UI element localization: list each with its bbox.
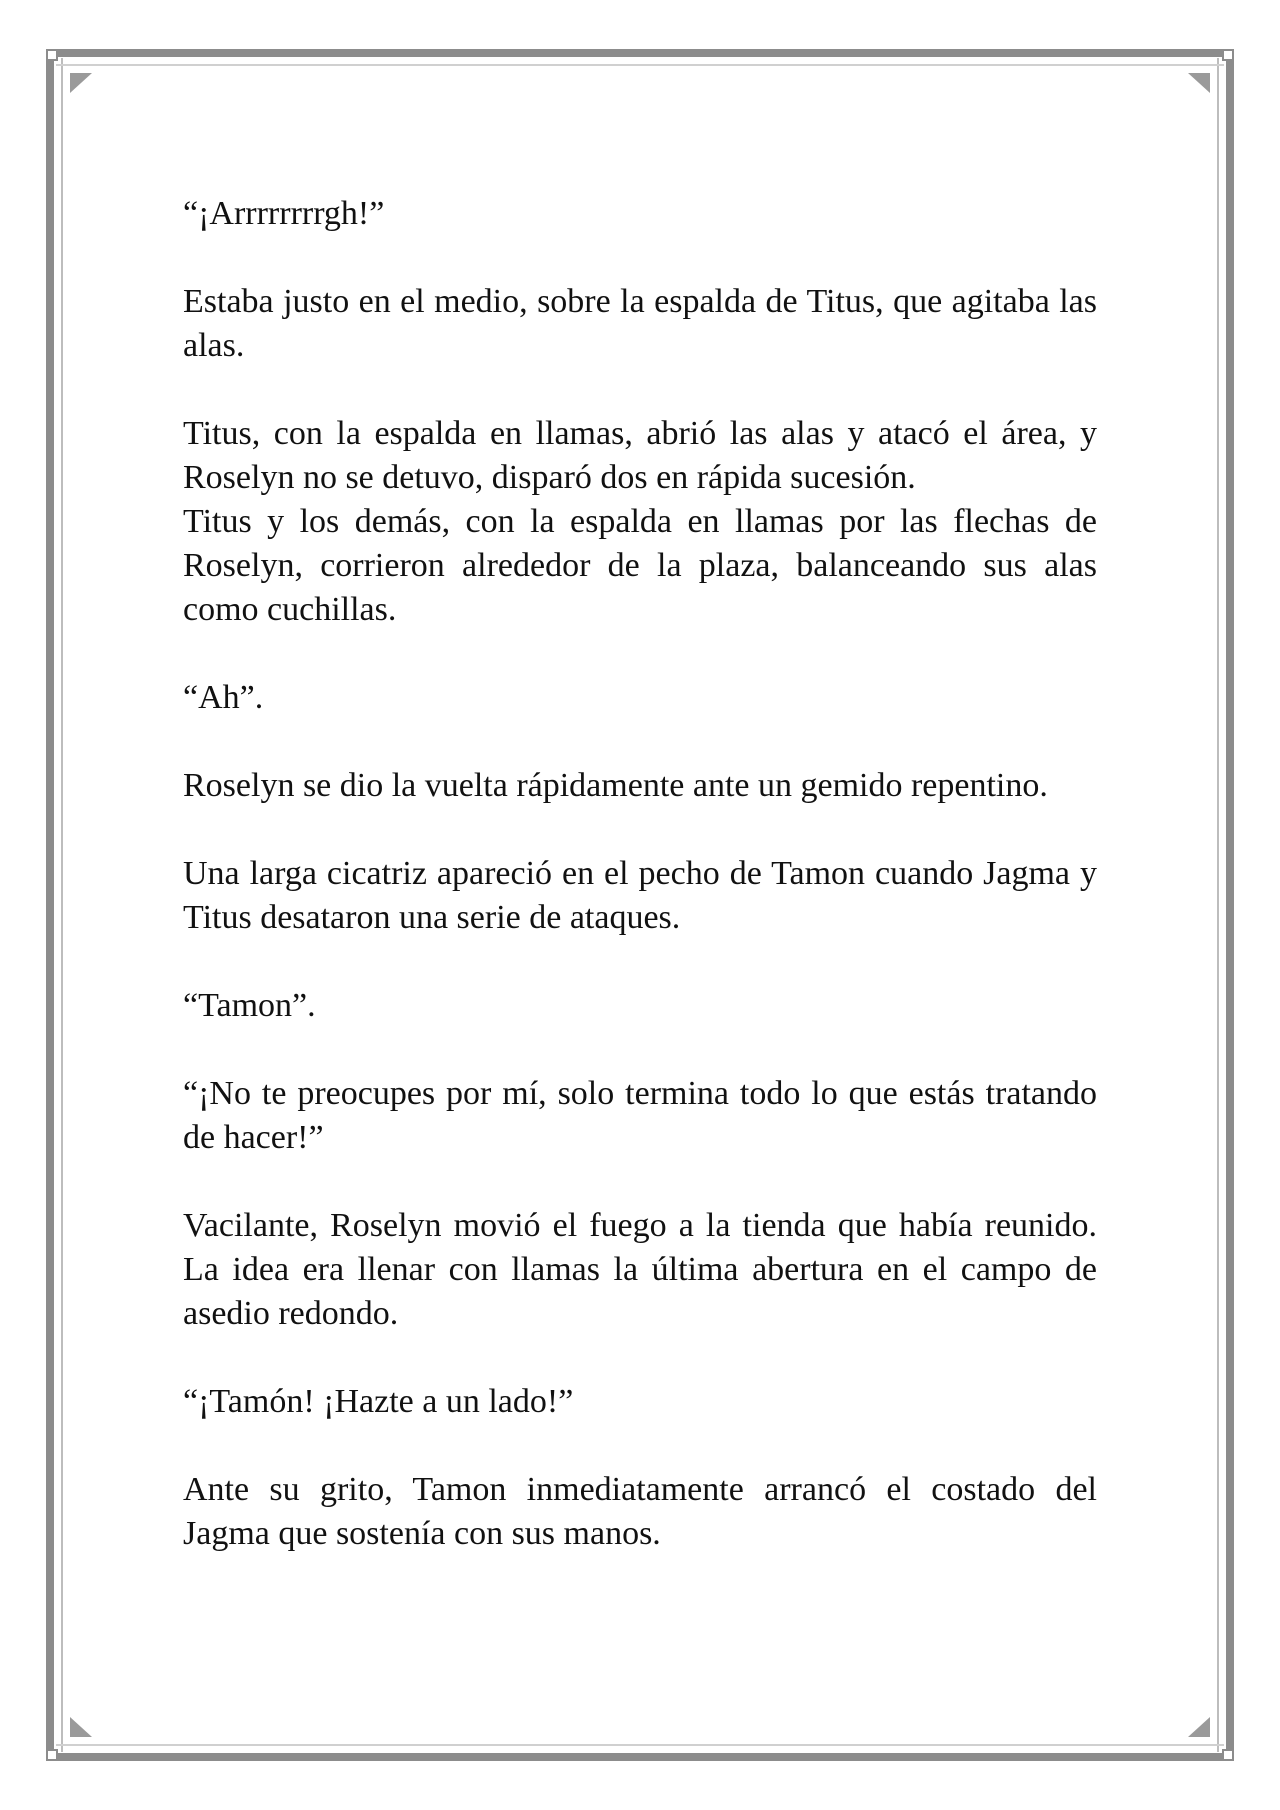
paragraph-12: Ante su grito, Tamon inmediatamente arrancó el costado del Jagma que sostenía con sus manos.: [183, 1471, 1097, 1552]
paragraph-7: Una larga cicatriz apareció en el pecho de Tamon cuando Jagma y Titus desataron una serie de ataques.: [183, 855, 1097, 936]
paragraph-6: Roselyn se dio la vuelta rápidamente ante un gemido repentino.: [183, 767, 1048, 804]
paragraph-8: “Tamon”.: [183, 987, 316, 1024]
paragraph-4: Titus y los demás, con la espalda en llamas por las flechas de Roselyn, corrieron alrededor de la plaza, balanceando sus alas como cuchillas.: [183, 503, 1097, 628]
document-body: [183, 192, 1097, 1600]
corner-triangle-top-right: [1188, 73, 1210, 93]
paragraph-2: Estaba justo en el medio, sobre la espalda de Titus, que agitaba las alas.: [183, 283, 1097, 364]
paragraph-10: Vacilante, Roselyn movió el fuego a la tienda que había reunido. La idea era llenar con llamas la última abertura en el campo de asedio redondo.: [183, 1207, 1097, 1332]
corner-triangle-bottom-right: [1188, 1717, 1210, 1737]
paragraph-9: “¡No te preocupes por mí, solo termina todo lo que estás tratando de hacer!”: [183, 1075, 1097, 1156]
corner-triangle-bottom-left: [70, 1717, 92, 1737]
paragraph-11: “¡Tamón! ¡Hazte a un lado!”: [183, 1383, 574, 1420]
paragraph-5: “Ah”.: [183, 679, 264, 716]
paragraph-1: “¡Arrrrrrrrgh!”: [183, 195, 385, 232]
corner-triangle-top-left: [70, 73, 92, 93]
paragraph-3: Titus, con la espalda en llamas, abrió las alas y atacó el área, y Roselyn no se detuvo, disparó dos en rápida sucesión.: [183, 415, 1097, 496]
